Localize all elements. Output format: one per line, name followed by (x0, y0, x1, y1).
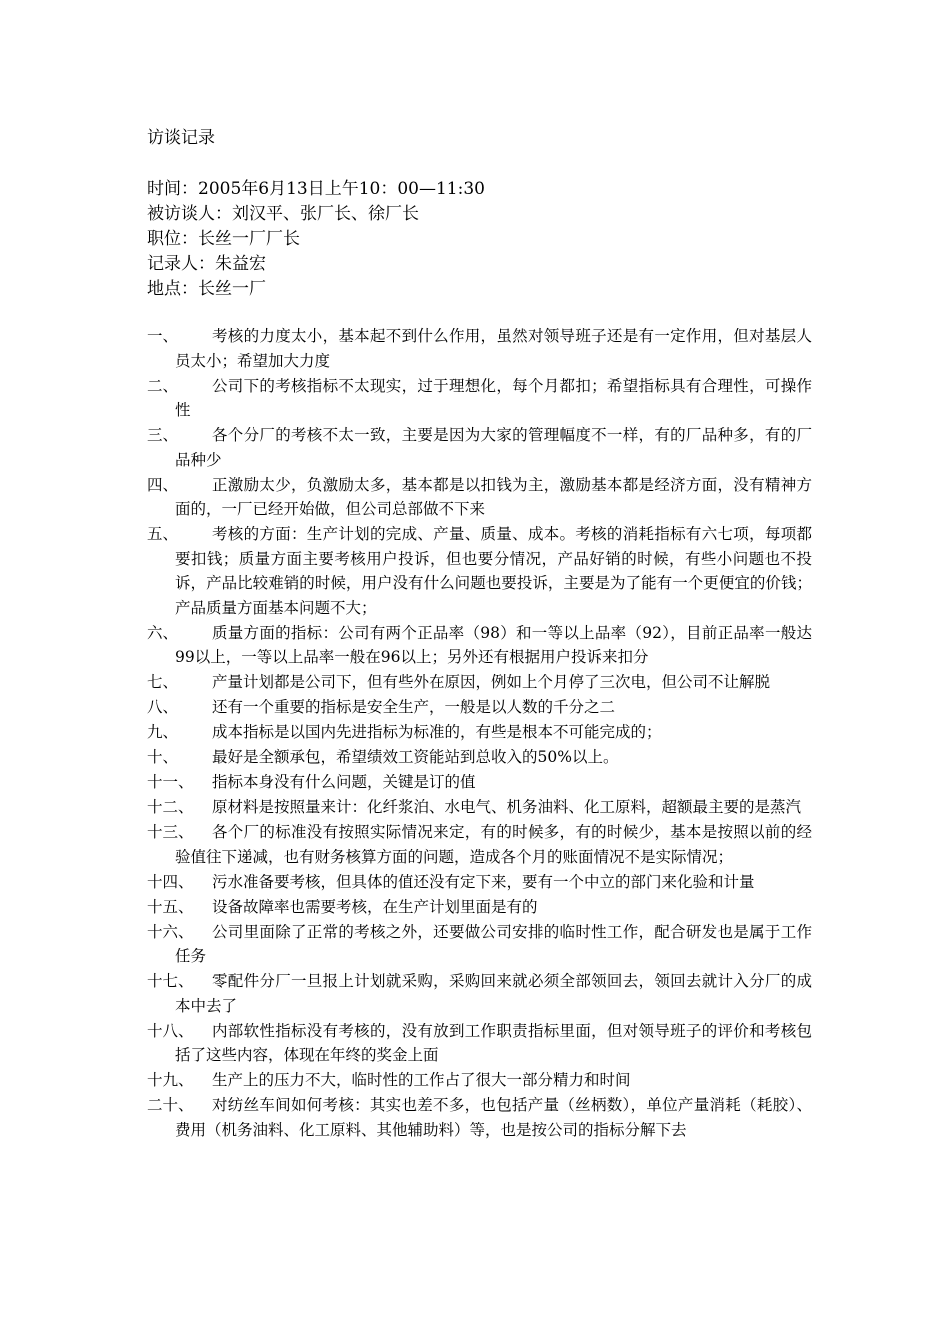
list-item-text: 污水准备要考核，但具体的值还没有定下来，要有一个中立的部门来化验和计量 (212, 872, 755, 891)
list-item (147, 745, 812, 770)
meta-recorder: 记录人：朱益宏 (147, 254, 266, 274)
list-item-number: 十八、 (147, 1021, 194, 1040)
meta-location: 地点：长丝一厂 (147, 279, 266, 299)
list-item (147, 770, 812, 795)
list-item (147, 1019, 812, 1068)
list-item-text: 考核的方面：生产计划的完成、产量、质量、成本。考核的消耗指标有六七项，每项都要扣钱；质量方面主要考核用户投诉，但也要分情况，产品好销的时候，有些小问题也不投诉，产品比较难销的时候，用户没有什么问题也要投诉，主要是为了能有一个更便宜的价钱；产品质量方面基本问题不大； (175, 525, 812, 617)
list-item-text: 各个厂的标准没有按照实际情况来定，有的时候多，有的时候少，基本是按照以前的经验值往下递减，也有财务核算方面的问题，造成各个月的账面情况不是实际情况； (175, 823, 812, 866)
list-item-number: 十二、 (147, 798, 194, 816)
document-title: 访谈记录 (147, 128, 215, 148)
meta-position: 职位：长丝一厂厂长 (147, 229, 300, 249)
list-item-number: 五、 (147, 525, 179, 543)
list-item (147, 522, 812, 620)
list-item (147, 374, 812, 423)
list-item-number: 二、 (147, 376, 179, 395)
list-item-number: 十七、 (147, 972, 194, 990)
list-item-text: 成本指标是以国内先进指标为标准的，有些是根本不可能完成的； (212, 723, 662, 741)
list-item (147, 795, 812, 820)
meta-interviewees: 被访谈人：刘汉平、张厂长、徐厂长 (147, 204, 419, 224)
list-item-number: 二十、 (147, 1096, 194, 1114)
list-item-number: 十五、 (147, 897, 194, 916)
interview-notes-list (147, 324, 812, 1143)
list-item-number: 十六、 (147, 922, 194, 941)
list-item (147, 720, 812, 745)
list-item-number: 九、 (147, 723, 179, 741)
list-item (147, 473, 812, 522)
list-item (147, 969, 812, 1018)
list-item-text: 对纺丝车间如何考核：其实也差不多，也包括产量（丝柄数），单位产量消耗（耗胶）、费用（机务油料、化工原料、其他辅助料）等，也是按公司的指标分解下去 (175, 1096, 812, 1139)
list-item (147, 1093, 812, 1142)
list-item-text: 正激励太少，负激励太多，基本都是以扣钱为主，激励基本都是经济方面，没有精神方面的，一厂已经开始做，但公司总部做不下来 (175, 475, 812, 518)
list-item (147, 920, 812, 969)
list-item-number: 四、 (147, 475, 179, 494)
list-item-number: 三、 (147, 426, 179, 444)
list-item-number: 十四、 (147, 872, 194, 891)
list-item-number: 七、 (147, 673, 179, 691)
list-item-text: 设备故障率也需要考核，在生产计划里面是有的 (212, 897, 538, 916)
list-item-text: 产量计划都是公司下，但有些外在原因，例如上个月停了三次电，但公司不让解脱 (212, 673, 771, 691)
meta-block (147, 177, 485, 302)
list-item-text: 质量方面的指标：公司有两个正品率（98）和一等以上品率（92），目前正品率一般达99以上，一等以上品率一般在96以上；另外还有根据用户投诉来扣分 (175, 623, 812, 666)
list-item-text: 还有一个重要的指标是安全生产，一般是以人数的千分之二 (212, 698, 616, 716)
list-item (147, 670, 812, 695)
list-item (147, 820, 812, 869)
list-item-number: 一、 (147, 327, 179, 345)
list-item-number: 十一、 (147, 773, 194, 791)
list-item (147, 1068, 812, 1093)
list-item-text: 最好是全额承包，希望绩效工资能站到总收入的50%以上。 (212, 748, 619, 766)
list-item (147, 695, 812, 720)
list-item-text: 零配件分厂一旦报上计划就采购，采购回来就必须全部领回去，领回去就计入分厂的成本中去了 (175, 972, 812, 1015)
list-item-text: 公司里面除了正常的考核之外，还要做公司安排的临时性工作，配合研发也是属于工作任务 (175, 922, 812, 965)
list-item-number: 十九、 (147, 1071, 194, 1089)
list-item-text: 各个分厂的考核不太一致，主要是因为大家的管理幅度不一样，有的厂品种多，有的厂品种少 (175, 426, 812, 469)
list-item-number: 八、 (147, 698, 179, 716)
list-item-text: 考核的力度太小，基本起不到什么作用，虽然对领导班子还是有一定作用，但对基层人员太小；希望加大力度 (175, 327, 812, 370)
meta-time: 时间：2005年6月13日上午10：00—11:30 (147, 179, 485, 199)
list-item-text: 公司下的考核指标不太现实，过于理想化，每个月都扣；希望指标具有合理性，可操作性 (175, 376, 812, 419)
list-item-text: 生产上的压力不大，临时性的工作占了很大一部分精力和时间 (212, 1071, 631, 1089)
list-item-text: 原材料是按照量来计：化纤浆泊、水电气、机务油料、化工原料，超额最主要的是蒸汽 (212, 798, 802, 816)
list-item-number: 十三、 (147, 823, 194, 841)
list-item-text: 内部软性指标没有考核的，没有放到工作职责指标里面，但对领导班子的评价和考核包括了这些内容，体现在年终的奖金上面 (175, 1021, 812, 1064)
list-item (147, 324, 812, 373)
list-item-number: 六、 (147, 623, 179, 642)
list-item (147, 895, 812, 920)
list-item-text: 指标本身没有什么问题，关键是订的值 (212, 773, 476, 791)
list-item-number: 十、 (147, 748, 179, 766)
list-item (147, 423, 812, 472)
list-item (147, 870, 812, 895)
list-item (147, 621, 812, 670)
